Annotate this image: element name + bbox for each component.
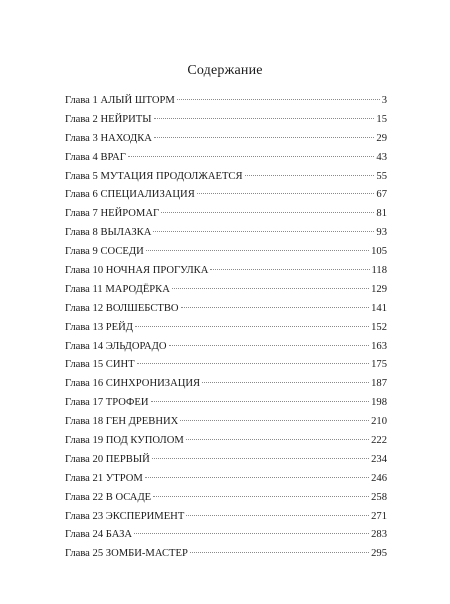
toc-entry[interactable]	[65, 186, 387, 205]
toc-entry[interactable]	[65, 319, 387, 338]
toc-entry-label: Глава 23 ЭКСПЕРИМЕНТ	[65, 510, 185, 522]
toc-entry-page: 222	[371, 435, 387, 447]
toc-entry-label: Глава 5 МУТАЦИЯ ПРОДОЛЖАЕТСЯ	[65, 170, 243, 182]
toc-entry-page: 198	[371, 397, 387, 409]
toc-entry-label: Глава 13 РЕЙД	[65, 321, 134, 333]
toc-entry-page: 93	[376, 227, 387, 239]
toc-entry[interactable]	[65, 526, 387, 545]
toc-entry-label: Глава 3 НАХОДКА	[65, 132, 152, 144]
dot-leader	[135, 326, 369, 327]
toc-entry[interactable]	[65, 394, 387, 413]
toc-entry[interactable]	[65, 281, 387, 300]
toc-entry[interactable]	[65, 300, 387, 319]
toc-entry-page: 210	[371, 416, 387, 428]
dot-leader	[151, 401, 370, 402]
dot-leader	[245, 175, 375, 176]
toc-entry-label: Глава 9 СОСЕДИ	[65, 246, 144, 258]
toc-entry-page: 246	[371, 472, 387, 484]
dot-leader	[186, 515, 369, 516]
toc-entry[interactable]	[65, 432, 387, 451]
toc-entry-label: Глава 8 ВЫЛАЗКА	[65, 227, 152, 239]
toc-entry-label: Глава 22 В ОСАДЕ	[65, 491, 152, 503]
toc-entry[interactable]	[65, 451, 387, 470]
toc-entry-label: Глава 10 НОЧНАЯ ПРОГУЛКА	[65, 265, 209, 277]
dot-leader	[146, 250, 369, 251]
toc-entry-label: Глава 6 СПЕЦИАЛИЗАЦИЯ	[65, 189, 195, 201]
toc-entry-page: 175	[371, 359, 387, 371]
toc-entry-label: Глава 15 СИНТ	[65, 359, 135, 371]
toc-list	[65, 92, 387, 564]
dot-leader	[210, 269, 369, 270]
toc-entry[interactable]	[65, 489, 387, 508]
toc-entry-page: 271	[371, 510, 387, 522]
toc-entry-label: Глава 21 УТРОМ	[65, 472, 143, 484]
toc-entry[interactable]	[65, 262, 387, 281]
toc-entry[interactable]	[65, 130, 387, 149]
toc-entry[interactable]	[65, 224, 387, 243]
toc-entry-label: Глава 12 ВОЛШЕБСТВО	[65, 302, 179, 314]
toc-entry-label: Глава 14 ЭЛЬДОРАДО	[65, 340, 167, 352]
toc-entry-page: 105	[371, 246, 387, 258]
toc-entry-page: 163	[371, 340, 387, 352]
toc-entry-page: 283	[371, 529, 387, 541]
toc-entry[interactable]	[65, 545, 387, 564]
dot-leader	[137, 363, 370, 364]
dot-leader	[154, 118, 375, 119]
dot-leader	[153, 231, 374, 232]
toc-entry-label: Глава 24 БАЗА	[65, 529, 133, 541]
toc-entry[interactable]	[65, 338, 387, 357]
toc-entry-page: 234	[371, 453, 387, 465]
toc-entry[interactable]	[65, 375, 387, 394]
toc-entry[interactable]	[65, 92, 387, 111]
toc-entry[interactable]	[65, 205, 387, 224]
toc-entry-page: 258	[371, 491, 387, 503]
dot-leader	[161, 212, 374, 213]
dot-leader	[172, 288, 369, 289]
toc-entry-page: 152	[371, 321, 387, 333]
toc-entry-page: 15	[376, 113, 387, 125]
dot-leader	[145, 477, 369, 478]
toc-entry[interactable]	[65, 149, 387, 168]
toc-entry-label: Глава 25 ЗОМБИ-МАСТЕР	[65, 548, 188, 560]
toc-entry-page: 187	[371, 378, 387, 390]
toc-entry-page: 29	[376, 132, 387, 144]
dot-leader	[154, 137, 374, 138]
toc-entry-page: 141	[371, 302, 387, 314]
toc-entry[interactable]	[65, 168, 387, 187]
dot-leader	[128, 156, 375, 157]
toc-entry[interactable]	[65, 508, 387, 527]
dot-leader	[134, 533, 369, 534]
toc-entry-page: 118	[371, 265, 387, 277]
toc-entry-label: Глава 11 МАРОДЁРКА	[65, 283, 170, 295]
toc-entry-label: Глава 7 НЕЙРОМАГ	[65, 208, 160, 220]
toc-entry-label: Глава 17 ТРОФЕИ	[65, 397, 149, 409]
toc-entry-page: 129	[371, 283, 387, 295]
toc-entry-page: 55	[376, 170, 387, 182]
toc-entry-label: Глава 19 ПОД КУПОЛОМ	[65, 435, 184, 447]
dot-leader	[190, 552, 369, 553]
toc-entry-label: Глава 18 ГЕН ДРЕВНИХ	[65, 416, 179, 428]
toc-entry[interactable]	[65, 470, 387, 489]
toc-entry-page: 67	[376, 189, 387, 201]
toc-entry-label: Глава 2 НЕЙРИТЫ	[65, 113, 152, 125]
toc-entry[interactable]	[65, 111, 387, 130]
toc-entry[interactable]	[65, 356, 387, 375]
toc-entry-page: 43	[376, 151, 387, 163]
toc-entry-page: 295	[371, 548, 387, 560]
toc-entry[interactable]	[65, 243, 387, 262]
dot-leader	[153, 496, 369, 497]
dot-leader	[202, 382, 369, 383]
toc-entry[interactable]	[65, 413, 387, 432]
dot-leader	[169, 345, 370, 346]
toc-title: Содержание	[187, 63, 263, 78]
toc-entry-label: Глава 1 АЛЫЙ ШТОРМ	[65, 95, 175, 106]
dot-leader	[197, 193, 375, 194]
toc-entry-page: 3	[381, 95, 387, 106]
toc-entry-label: Глава 16 СИНХРОНИЗАЦИЯ	[65, 378, 201, 390]
dot-leader	[180, 420, 369, 421]
dot-leader	[177, 99, 380, 100]
dot-leader	[152, 458, 369, 459]
toc-entry-page: 81	[376, 208, 387, 220]
toc-entry-label: Глава 20 ПЕРВЫЙ	[65, 453, 150, 465]
toc-entry-label: Глава 4 ВРАГ	[65, 151, 126, 163]
dot-leader	[181, 307, 370, 308]
dot-leader	[186, 439, 369, 440]
